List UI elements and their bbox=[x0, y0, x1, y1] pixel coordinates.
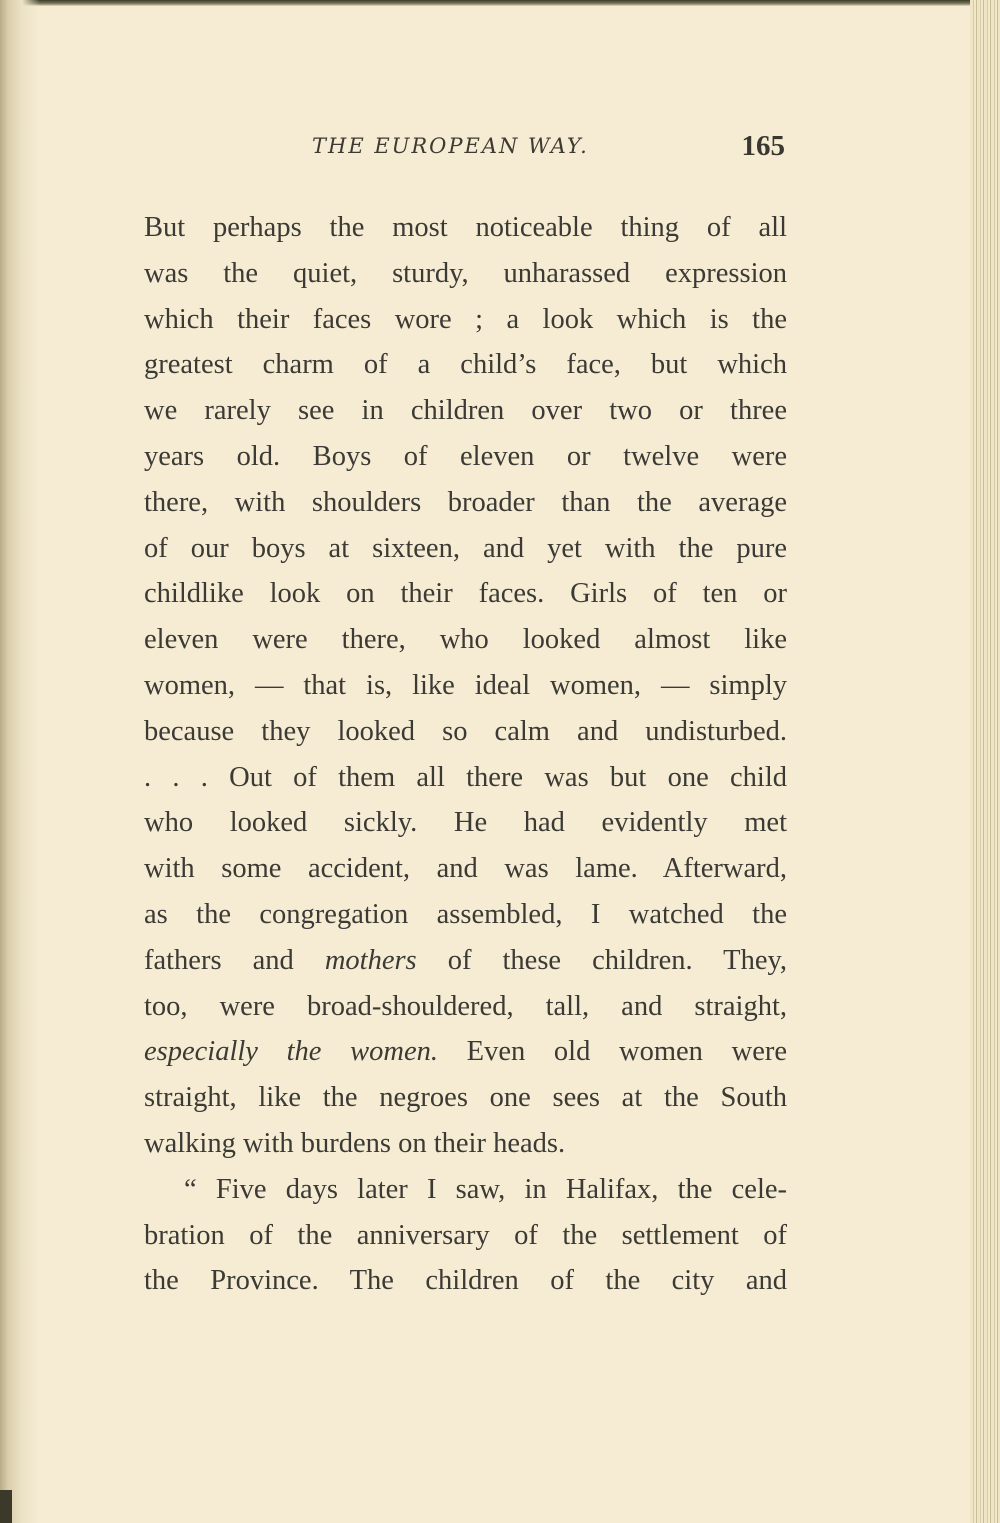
text-span: was the quiet, sturdy, unharassed expression bbox=[144, 257, 787, 289]
binding-spine bbox=[0, 1490, 12, 1523]
text-line bbox=[144, 297, 787, 343]
text-line bbox=[144, 1075, 787, 1121]
text-line bbox=[144, 1213, 787, 1259]
text-span: with some accident, and was lame. Afterward, bbox=[144, 853, 787, 885]
text-line bbox=[144, 342, 787, 388]
text-span: years old. Boys of eleven or twelve were bbox=[144, 440, 787, 472]
text-line bbox=[144, 571, 787, 617]
text-line bbox=[144, 617, 787, 663]
text-line bbox=[144, 526, 787, 572]
gutter-shadow bbox=[0, 0, 40, 1523]
text-span: which their faces wore ; a look which is the bbox=[144, 303, 787, 335]
text-span: of these children. They, bbox=[416, 944, 787, 976]
text-line bbox=[144, 388, 787, 434]
text-span: bration of the anniversary of the settlement of bbox=[144, 1219, 787, 1251]
text-line bbox=[144, 663, 787, 709]
page-top-edge bbox=[0, 0, 1000, 6]
body-text bbox=[144, 205, 787, 1304]
text-line bbox=[144, 984, 787, 1030]
text-line bbox=[144, 251, 787, 297]
text-line bbox=[144, 1029, 787, 1075]
text-line bbox=[144, 709, 787, 755]
italic-text-span: mothers bbox=[324, 944, 417, 976]
text-line bbox=[144, 205, 787, 251]
text-span: childlike look on their faces. Girls of ten or bbox=[144, 578, 787, 610]
text-span: the Province. The children of the city and bbox=[144, 1265, 787, 1297]
running-head: THE EUROPEAN WAY. bbox=[312, 134, 589, 158]
text-line bbox=[144, 846, 787, 892]
text-span: fathers and bbox=[144, 944, 325, 976]
text-span: too, were broad-shouldered, tall, and straight, bbox=[144, 990, 787, 1022]
text-line bbox=[144, 1258, 787, 1304]
text-span: we rarely see in children over two or three bbox=[144, 395, 787, 427]
text-span: “ Five days later I saw, in Halifax, the cele- bbox=[184, 1173, 787, 1205]
text-line bbox=[144, 892, 787, 938]
text-line bbox=[144, 800, 787, 846]
text-span: eleven were there, who looked almost like bbox=[144, 624, 787, 656]
text-span: there, with shoulders broader than the average bbox=[144, 486, 787, 518]
text-line bbox=[144, 1167, 787, 1213]
text-span: as the congregation assembled, I watched the bbox=[144, 898, 787, 930]
text-span: women, — that is, like ideal women, — simply bbox=[144, 669, 787, 701]
text-span: walking with burdens on their heads. bbox=[144, 1127, 566, 1159]
text-span: But perhaps the most noticeable thing of all bbox=[144, 212, 787, 243]
text-span: of our boys at sixteen, and yet with the pure bbox=[144, 532, 787, 564]
text-line bbox=[144, 1121, 787, 1167]
text-line bbox=[144, 480, 787, 526]
text-span: . . . Out of them all there was but one child bbox=[144, 761, 787, 793]
text-line bbox=[144, 755, 787, 801]
page-number: 165 bbox=[741, 130, 785, 162]
text-span: straight, like the negroes one sees at the South bbox=[144, 1082, 787, 1114]
text-line bbox=[144, 434, 787, 480]
text-span: who looked sickly. He had evidently met bbox=[144, 807, 787, 839]
page-header bbox=[140, 128, 785, 168]
text-line bbox=[144, 938, 787, 984]
page-stack-edges bbox=[970, 0, 1000, 1523]
text-span: greatest charm of a child’s face, but which bbox=[144, 349, 787, 381]
text-span: Even old women were bbox=[438, 1036, 787, 1068]
italic-text-span: especially the women. bbox=[144, 1036, 438, 1068]
text-span: because they looked so calm and undisturbed. bbox=[144, 715, 787, 747]
